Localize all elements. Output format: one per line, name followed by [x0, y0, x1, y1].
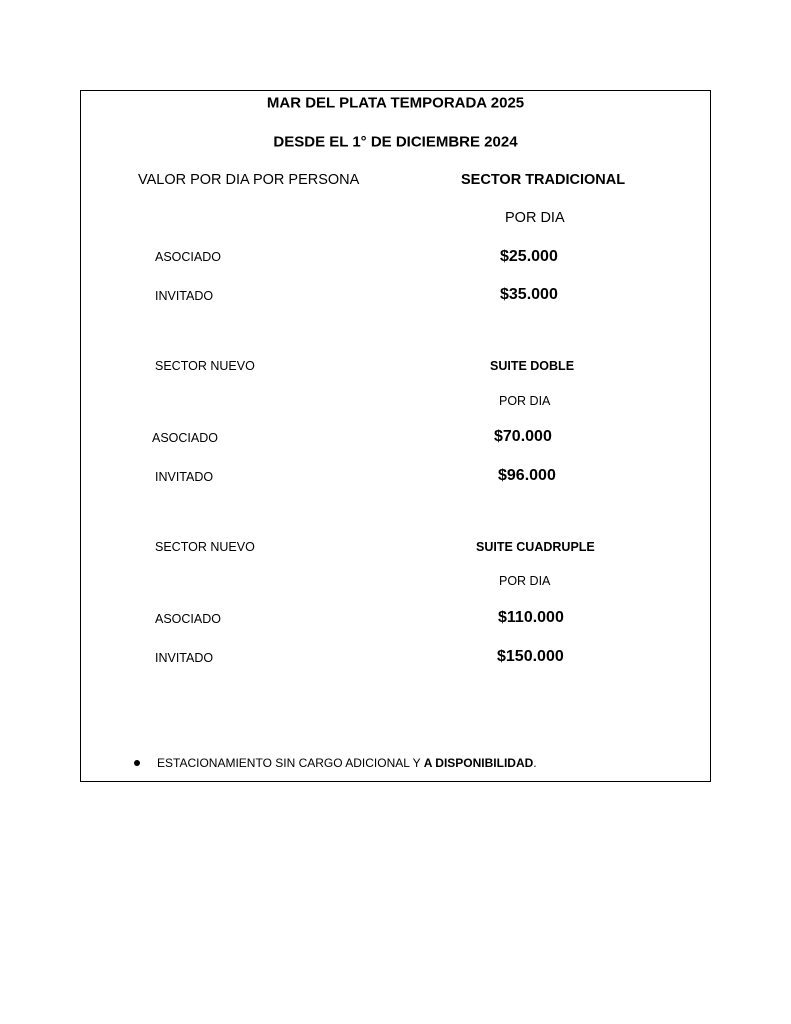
- unit-label: POR DIA: [499, 393, 551, 408]
- row-label: INVITADO: [155, 650, 214, 665]
- section-header-left: VALOR POR DIA POR PERSONA: [138, 171, 360, 188]
- section-header-left: SECTOR NUEVO: [155, 539, 255, 554]
- row-price: $25.000: [500, 248, 558, 265]
- note-text: ESTACIONAMIENTO SIN CARGO ADICIONAL Y: [157, 756, 424, 770]
- section-header-right: SUITE CUADRUPLE: [476, 539, 595, 554]
- row-price: $96.000: [498, 467, 556, 484]
- row-label: INVITADO: [155, 288, 214, 303]
- document-subtitle: DESDE EL 1° DE DICIEMBRE 2024: [273, 133, 518, 151]
- row-price: $150.000: [497, 648, 564, 665]
- row-price: $70.000: [494, 428, 552, 445]
- row-price: $35.000: [500, 286, 558, 303]
- row-label: ASOCIADO: [155, 611, 221, 626]
- unit-label: POR DIA: [499, 573, 551, 588]
- note-suffix: .: [533, 756, 537, 770]
- row-price: $110.000: [498, 609, 564, 626]
- row-label: ASOCIADO: [155, 249, 221, 264]
- row-label: INVITADO: [155, 469, 214, 484]
- note-emphasis: A DISPONIBILIDAD: [423, 756, 534, 770]
- section-header-left: SECTOR NUEVO: [155, 358, 255, 373]
- section-header-right: SUITE DOBLE: [490, 358, 575, 373]
- document-title: MAR DEL PLATA TEMPORADA 2025: [266, 94, 525, 112]
- unit-label: POR DIA: [505, 209, 565, 226]
- bullet-icon: [134, 760, 140, 766]
- section-header-right: SECTOR TRADICIONAL: [461, 171, 626, 188]
- parking-note: [157, 757, 537, 769]
- row-label: ASOCIADO: [152, 430, 218, 445]
